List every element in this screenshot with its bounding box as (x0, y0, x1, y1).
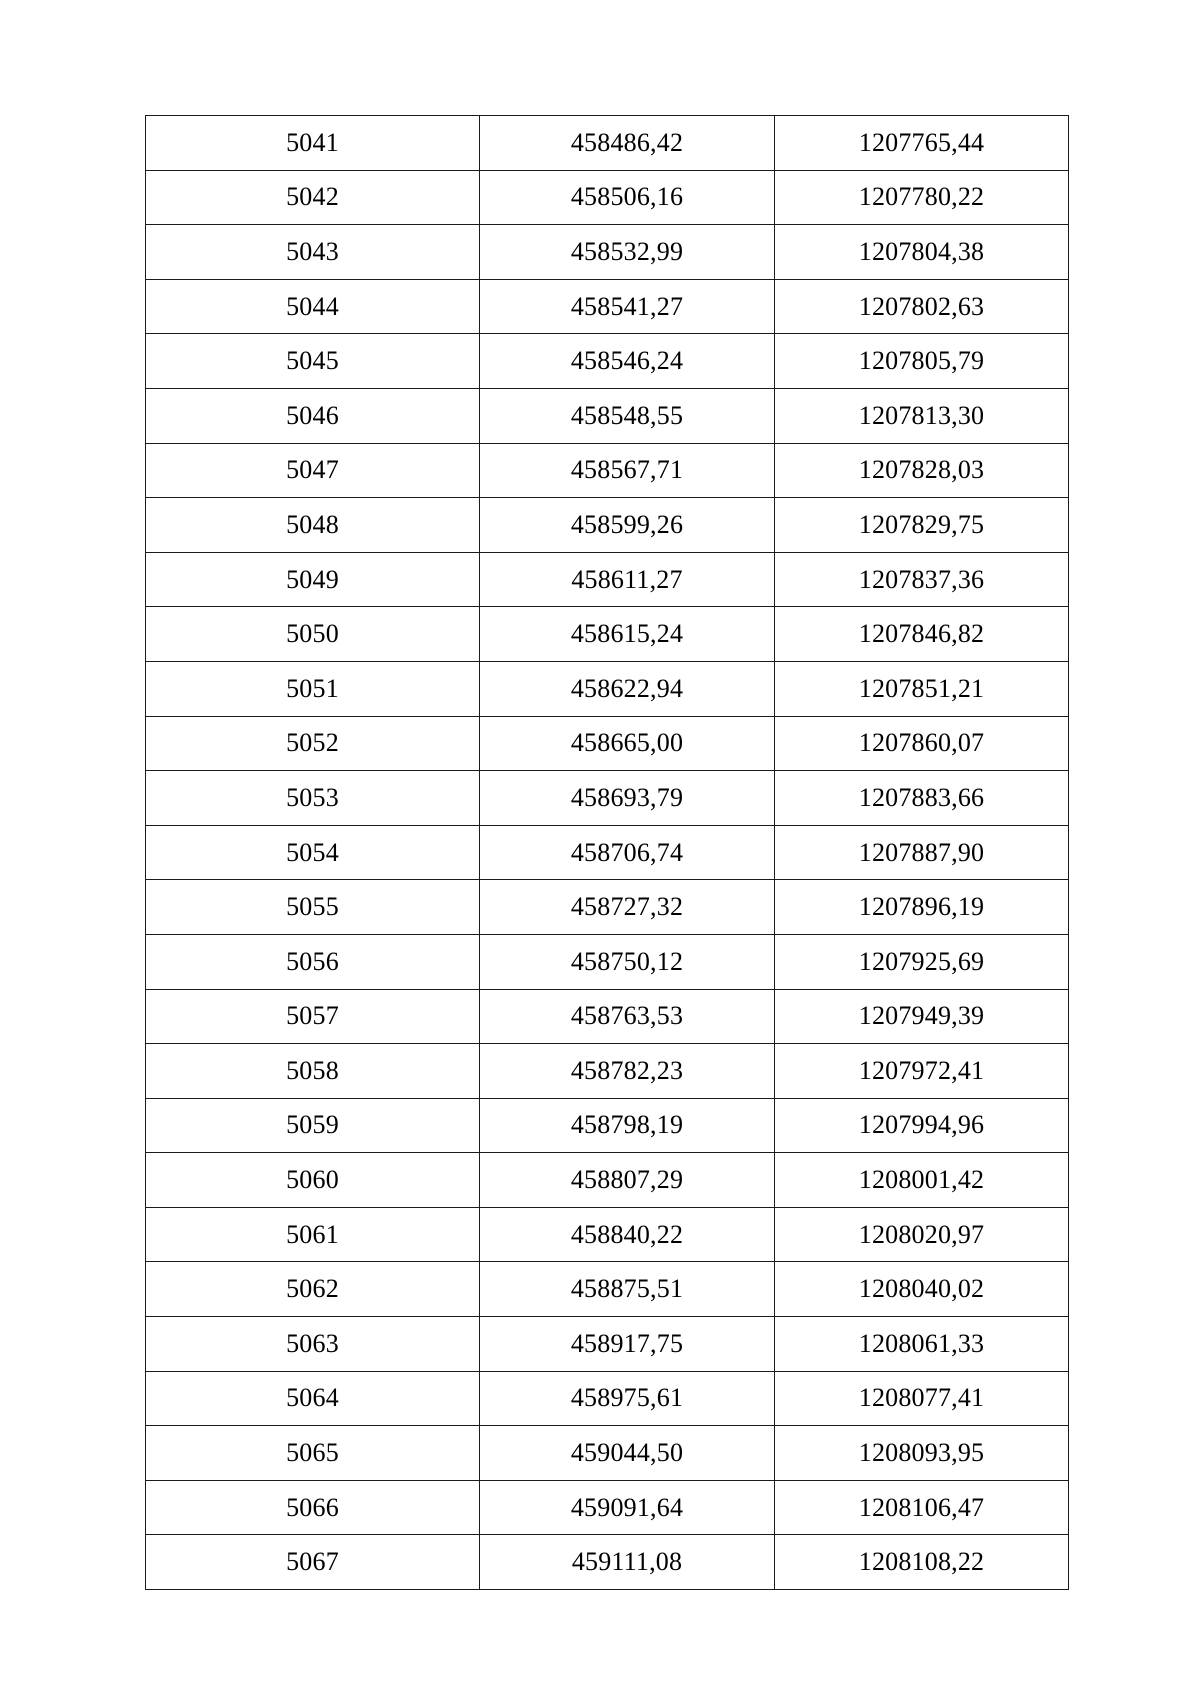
x-coordinate-cell: 458727,32 (480, 880, 775, 935)
x-coordinate-cell: 458782,23 (480, 1044, 775, 1099)
table-row (146, 1044, 1069, 1099)
y-coordinate-cell: 1208001,42 (775, 1153, 1069, 1208)
y-coordinate-cell: 1207802,63 (775, 279, 1069, 334)
table-row (146, 225, 1069, 280)
table-row (146, 1098, 1069, 1153)
point-number-cell: 5056 (146, 934, 480, 989)
point-number-cell: 5059 (146, 1098, 480, 1153)
table-row (146, 661, 1069, 716)
point-number-cell: 5052 (146, 716, 480, 771)
table-row (146, 1153, 1069, 1208)
x-coordinate-cell: 458615,24 (480, 607, 775, 662)
y-coordinate-cell: 1207805,79 (775, 334, 1069, 389)
y-coordinate-cell: 1207804,38 (775, 225, 1069, 280)
y-coordinate-cell: 1207828,03 (775, 443, 1069, 498)
x-coordinate-cell: 459044,50 (480, 1426, 775, 1481)
y-coordinate-cell: 1207883,66 (775, 771, 1069, 826)
y-coordinate-cell: 1208020,97 (775, 1207, 1069, 1262)
coordinates-table-body (146, 116, 1069, 1590)
point-number-cell: 5049 (146, 552, 480, 607)
point-number-cell: 5041 (146, 116, 480, 171)
x-coordinate-cell: 458750,12 (480, 934, 775, 989)
point-number-cell: 5061 (146, 1207, 480, 1262)
point-number-cell: 5050 (146, 607, 480, 662)
point-number-cell: 5064 (146, 1371, 480, 1426)
table-row (146, 771, 1069, 826)
table-row (146, 989, 1069, 1044)
table-row (146, 825, 1069, 880)
x-coordinate-cell: 459091,64 (480, 1480, 775, 1535)
y-coordinate-cell: 1208108,22 (775, 1535, 1069, 1590)
x-coordinate-cell: 458875,51 (480, 1262, 775, 1317)
y-coordinate-cell: 1208040,02 (775, 1262, 1069, 1317)
table-row (146, 1480, 1069, 1535)
table-row (146, 1207, 1069, 1262)
y-coordinate-cell: 1207860,07 (775, 716, 1069, 771)
y-coordinate-cell: 1208093,95 (775, 1426, 1069, 1481)
x-coordinate-cell: 458798,19 (480, 1098, 775, 1153)
x-coordinate-cell: 458840,22 (480, 1207, 775, 1262)
table-row (146, 1535, 1069, 1590)
table-row (146, 1426, 1069, 1481)
point-number-cell: 5048 (146, 498, 480, 553)
y-coordinate-cell: 1207846,82 (775, 607, 1069, 662)
table-row (146, 334, 1069, 389)
x-coordinate-cell: 458541,27 (480, 279, 775, 334)
x-coordinate-cell: 458567,71 (480, 443, 775, 498)
point-number-cell: 5063 (146, 1317, 480, 1372)
y-coordinate-cell: 1207994,96 (775, 1098, 1069, 1153)
x-coordinate-cell: 458622,94 (480, 661, 775, 716)
x-coordinate-cell: 458807,29 (480, 1153, 775, 1208)
point-number-cell: 5058 (146, 1044, 480, 1099)
x-coordinate-cell: 458546,24 (480, 334, 775, 389)
x-coordinate-cell: 459111,08 (480, 1535, 775, 1590)
y-coordinate-cell: 1207765,44 (775, 116, 1069, 171)
y-coordinate-cell: 1208061,33 (775, 1317, 1069, 1372)
table-row (146, 716, 1069, 771)
table-row (146, 170, 1069, 225)
table-row (146, 1371, 1069, 1426)
x-coordinate-cell: 458611,27 (480, 552, 775, 607)
x-coordinate-cell: 458975,61 (480, 1371, 775, 1426)
y-coordinate-cell: 1207896,19 (775, 880, 1069, 935)
y-coordinate-cell: 1207780,22 (775, 170, 1069, 225)
table-row (146, 498, 1069, 553)
point-number-cell: 5042 (146, 170, 480, 225)
y-coordinate-cell: 1208106,47 (775, 1480, 1069, 1535)
point-number-cell: 5062 (146, 1262, 480, 1317)
point-number-cell: 5046 (146, 388, 480, 443)
y-coordinate-cell: 1207813,30 (775, 388, 1069, 443)
point-number-cell: 5060 (146, 1153, 480, 1208)
coordinates-table (145, 115, 1069, 1590)
table-row (146, 552, 1069, 607)
point-number-cell: 5044 (146, 279, 480, 334)
x-coordinate-cell: 458548,55 (480, 388, 775, 443)
x-coordinate-cell: 458693,79 (480, 771, 775, 826)
point-number-cell: 5065 (146, 1426, 480, 1481)
table-row (146, 443, 1069, 498)
point-number-cell: 5045 (146, 334, 480, 389)
point-number-cell: 5043 (146, 225, 480, 280)
y-coordinate-cell: 1207887,90 (775, 825, 1069, 880)
point-number-cell: 5053 (146, 771, 480, 826)
table-row (146, 279, 1069, 334)
x-coordinate-cell: 458706,74 (480, 825, 775, 880)
point-number-cell: 5047 (146, 443, 480, 498)
table-row (146, 1262, 1069, 1317)
y-coordinate-cell: 1208077,41 (775, 1371, 1069, 1426)
table-row (146, 388, 1069, 443)
point-number-cell: 5057 (146, 989, 480, 1044)
x-coordinate-cell: 458486,42 (480, 116, 775, 171)
table-row (146, 116, 1069, 171)
x-coordinate-cell: 458599,26 (480, 498, 775, 553)
table-row (146, 880, 1069, 935)
y-coordinate-cell: 1207949,39 (775, 989, 1069, 1044)
x-coordinate-cell: 458763,53 (480, 989, 775, 1044)
y-coordinate-cell: 1207972,41 (775, 1044, 1069, 1099)
point-number-cell: 5055 (146, 880, 480, 935)
point-number-cell: 5066 (146, 1480, 480, 1535)
x-coordinate-cell: 458506,16 (480, 170, 775, 225)
point-number-cell: 5051 (146, 661, 480, 716)
x-coordinate-cell: 458917,75 (480, 1317, 775, 1372)
table-row (146, 1317, 1069, 1372)
point-number-cell: 5067 (146, 1535, 480, 1590)
y-coordinate-cell: 1207837,36 (775, 552, 1069, 607)
point-number-cell: 5054 (146, 825, 480, 880)
table-row (146, 934, 1069, 989)
y-coordinate-cell: 1207851,21 (775, 661, 1069, 716)
x-coordinate-cell: 458532,99 (480, 225, 775, 280)
y-coordinate-cell: 1207925,69 (775, 934, 1069, 989)
y-coordinate-cell: 1207829,75 (775, 498, 1069, 553)
table-row (146, 607, 1069, 662)
x-coordinate-cell: 458665,00 (480, 716, 775, 771)
